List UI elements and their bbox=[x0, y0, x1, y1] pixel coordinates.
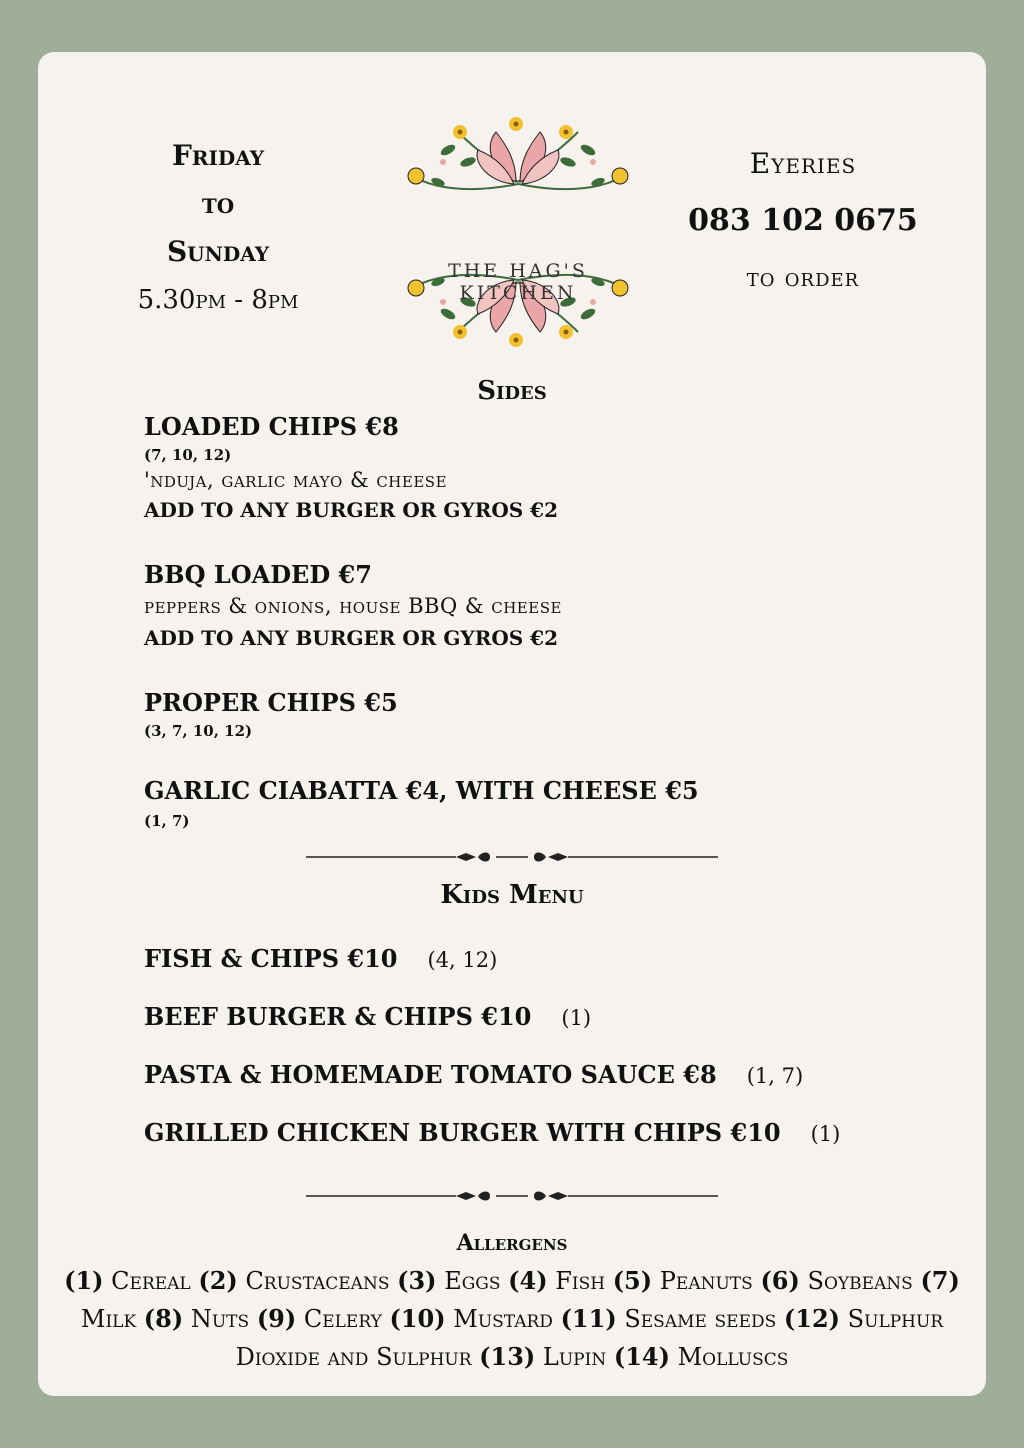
allergen-name: Fish bbox=[555, 1267, 606, 1295]
allergen-number: (12) bbox=[783, 1304, 841, 1333]
days-line-2: to bbox=[201, 187, 235, 220]
kids-item-name: GRILLED CHICKEN BURGER WITH CHIPS €10 bbox=[144, 1118, 781, 1147]
kids-item-name: PASTA & HOMEMADE TOMATO SAUCE €8 bbox=[144, 1060, 717, 1089]
side-item-addon: ADD TO ANY BURGER OR GYROS €2 bbox=[144, 498, 558, 522]
location: Eyeries bbox=[749, 147, 857, 180]
side-item-name: LOADED CHIPS €8 bbox=[144, 412, 399, 441]
allergen-number: (1) bbox=[64, 1266, 104, 1295]
side-item-description: 'nduja, garlic mayo & cheese bbox=[144, 468, 448, 492]
floral-ornament-icon bbox=[398, 102, 638, 362]
opening-hours: 5.30pm - 8pm bbox=[137, 285, 299, 315]
kids-item-allergens: (1, 7) bbox=[746, 1064, 804, 1088]
allergen-number: (13) bbox=[479, 1342, 536, 1371]
allergen-number: (2) bbox=[198, 1266, 238, 1295]
opening-days bbox=[118, 132, 318, 324]
ornamental-divider-icon bbox=[306, 849, 718, 865]
side-item-name: GARLIC CIABATTA €4, WITH CHEESE €5 bbox=[144, 776, 699, 805]
side-item-allergens: (7, 10, 12) bbox=[144, 446, 232, 464]
allergen-name: Milk bbox=[80, 1305, 137, 1333]
allergen-name: Celery bbox=[303, 1305, 382, 1333]
allergen-name: Crustaceans bbox=[245, 1267, 390, 1295]
allergen-number: (3) bbox=[397, 1266, 437, 1295]
kids-item-name: BEEF BURGER & CHIPS €10 bbox=[144, 1002, 532, 1031]
allergen-name: Eggs bbox=[444, 1267, 501, 1295]
days-line-3: Sunday bbox=[166, 235, 270, 268]
allergen-name: Mustard bbox=[453, 1305, 553, 1333]
side-item-name: BBQ LOADED €7 bbox=[144, 560, 372, 589]
menu-card bbox=[38, 52, 986, 1396]
ornamental-divider-icon bbox=[306, 1188, 718, 1204]
contact-info bbox=[678, 142, 928, 300]
allergen-name: Sulphur Dioxide and Sulphur bbox=[235, 1305, 944, 1371]
allergen-number: (7) bbox=[920, 1266, 960, 1295]
brand-name: THE HAG'S KITCHEN bbox=[448, 260, 588, 304]
phone-number: 083 102 0675 bbox=[688, 203, 918, 238]
side-item-description: peppers & onions, house BBQ & cheese bbox=[144, 594, 562, 618]
allergen-name: Peanuts bbox=[659, 1267, 753, 1295]
side-item-name: PROPER CHIPS €5 bbox=[144, 688, 398, 717]
brand-logo bbox=[398, 102, 638, 362]
allergen-number: (10) bbox=[389, 1304, 446, 1333]
allergen-name: Nuts bbox=[190, 1305, 250, 1333]
sides-title: Sides bbox=[477, 376, 547, 406]
kids-item bbox=[144, 1002, 591, 1031]
kids-item-name: FISH & CHIPS €10 bbox=[144, 944, 398, 973]
allergen-number: (5) bbox=[612, 1266, 653, 1295]
kids-item bbox=[144, 944, 497, 973]
kids-item-allergens: (1) bbox=[810, 1122, 841, 1146]
side-item-addon: ADD TO ANY BURGER OR GYROS €2 bbox=[144, 626, 558, 650]
kids-menu-title: Kids Menu bbox=[440, 880, 584, 910]
allergen-number: (8) bbox=[143, 1304, 184, 1333]
allergen-name: Molluscs bbox=[677, 1343, 789, 1371]
order-text: to order bbox=[746, 263, 860, 293]
allergen-number: (14) bbox=[613, 1342, 670, 1371]
allergens-list bbox=[58, 1262, 966, 1376]
allergen-name: Sesame seeds bbox=[624, 1305, 777, 1333]
allergen-number: (9) bbox=[256, 1304, 297, 1333]
allergen-name: Soybeans bbox=[807, 1267, 913, 1295]
kids-item bbox=[144, 1118, 840, 1147]
allergen-number: (11) bbox=[560, 1304, 617, 1333]
allergen-name: Cereal bbox=[111, 1267, 191, 1295]
allergen-number: (6) bbox=[760, 1266, 800, 1295]
days-line-1: Friday bbox=[172, 139, 264, 172]
allergen-number: (4) bbox=[508, 1266, 548, 1295]
allergens-title: Allergens bbox=[456, 1230, 568, 1256]
kids-item-allergens: (1) bbox=[561, 1006, 592, 1030]
side-item-allergens: (3, 7, 10, 12) bbox=[144, 722, 253, 740]
allergen-name: Lupin bbox=[542, 1343, 607, 1371]
kids-item bbox=[144, 1060, 803, 1089]
kids-item-allergens: (4, 12) bbox=[427, 948, 498, 972]
side-item-allergens: (1, 7) bbox=[144, 812, 190, 830]
